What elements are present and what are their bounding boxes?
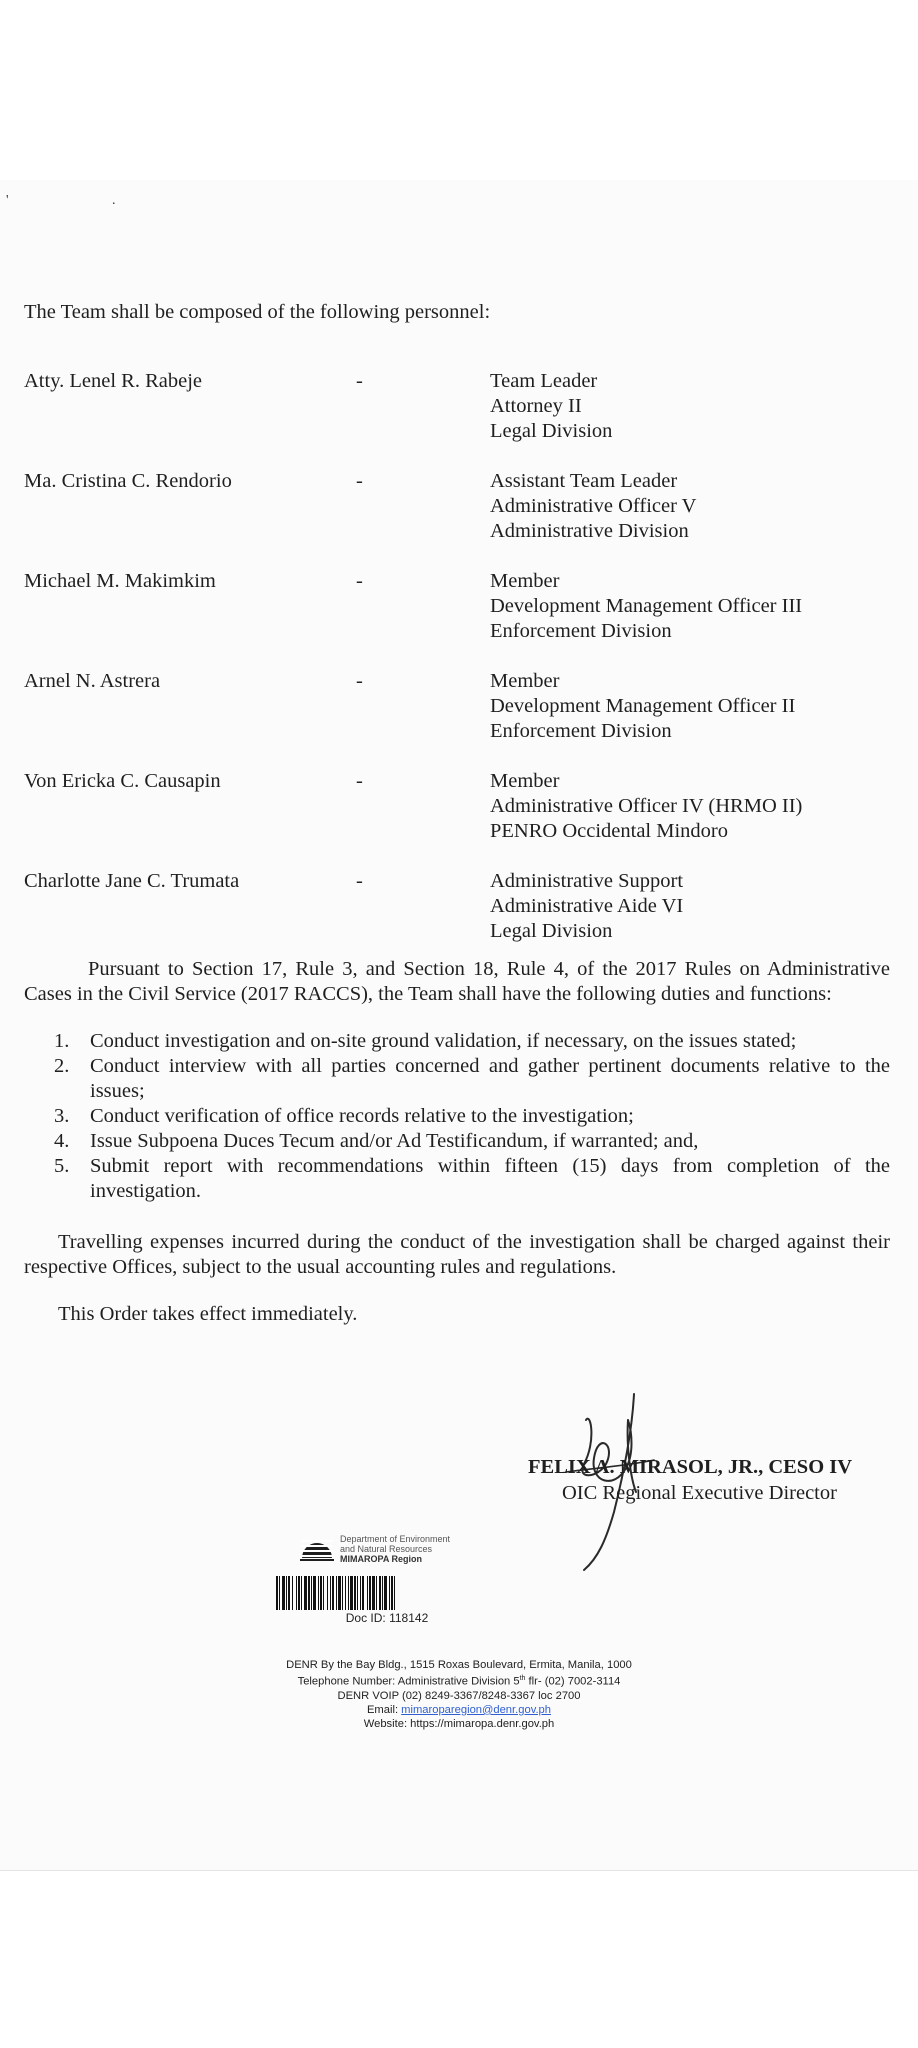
page-bottom-edge [0,1870,918,1871]
member-office: Administrative Division [490,520,689,542]
member-office: Enforcement Division [490,620,672,642]
member-position: Administrative Officer V [490,495,697,517]
signatory-title: OIC Regional Executive Director [562,1482,837,1504]
effect-paragraph: This Order takes effect immediately. [58,1303,358,1325]
duty-text: Conduct verification of office records relative to the investigation; [90,1105,634,1127]
member-office: Enforcement Division [490,720,672,742]
travel-paragraph: Travelling expenses incurred during the conduct of the investigation shall be charged against their respective Offices, subject to the usual accounting rules and regulations. [24,1231,890,1278]
member-row [24,669,890,769]
member-dash: - [356,370,363,392]
signature-block [528,1454,898,1506]
member-row [24,869,890,969]
footer-address: DENR By the Bay Bldg., 1515 Roxas Boulevard, Ermita, Manila, 1000 [286,1659,632,1671]
logo-region: MIMAROPA Region [340,1554,422,1564]
logo-line-1: Department of Environment [340,1534,451,1544]
member-role: Team Leader [490,370,598,392]
member-row [24,369,890,469]
duty-text: Conduct investigation and on-site ground validation, if necessary, on the issues stated; [90,1030,797,1052]
member-role: Member [490,670,560,692]
member-dash: - [356,670,363,692]
duty-number: 3. [54,1105,70,1127]
member-role: Assistant Team Leader [490,470,678,492]
member-position: Attorney II [490,395,582,417]
member-roles [490,869,683,944]
duty-number: 5. [54,1155,70,1177]
duty-number: 4. [54,1130,70,1152]
denr-emblem-icon [298,1532,336,1562]
member-role: Member [490,570,560,592]
email-link[interactable]: mimaroparegion@denr.gov.ph [401,1703,552,1716]
member-name: Atty. Lenel R. Rabeje [24,370,202,392]
member-dash: - [356,470,363,492]
member-roles [490,469,696,544]
footer-email: Email: mimaroparegion@denr.gov.ph [366,1703,552,1716]
personnel-list [24,369,890,969]
footer-telephone: Telephone Number: Administrative Division 5th flr- (02) 7002-3114 [297,1675,621,1688]
doc-id: Doc ID: 118142 [345,1611,429,1625]
member-role: Administrative Support [490,870,684,892]
member-position: Development Management Officer II [490,695,796,717]
member-roles [490,569,802,644]
pursuant-paragraph: Pursuant to Section 17, Rule 3, and Section 18, Rule 4, of the 2017 Rules on Administrative Cases in the Civil Service (2017 RACCS), the Team shall have the following duties and functions: [24,958,890,1005]
duties-list [54,1029,890,1204]
duty-item [54,1154,890,1204]
document-barcode [276,1576,498,1610]
order-body [24,300,890,1327]
member-dash: - [356,570,363,592]
logo-line-2: and Natural Resources [340,1544,433,1554]
footer-contact [200,1658,718,1731]
duty-text: Submit report with recommendations within fifteen (15) days from completion of the investigation. [90,1155,890,1202]
member-role: Member [490,770,560,792]
member-row [24,569,890,669]
member-row [24,769,890,869]
duty-text: Conduct interview with all parties concerned and gather pertinent documents relative to the issues; [90,1055,890,1102]
member-dash: - [356,870,363,892]
footer-voip: DENR VOIP (02) 8249-3367/8248-3367 loc 2700 [337,1689,581,1702]
duty-item [54,1129,890,1154]
footer-website: Website: https://mimaropa.denr.gov.ph [363,1717,555,1730]
member-name: Arnel N. Astrera [24,670,161,692]
duty-item [54,1029,890,1054]
member-row [24,469,890,569]
member-roles [490,369,612,444]
member-dash: - [356,770,363,792]
member-name: Ma. Cristina C. Rendorio [24,470,232,492]
member-position: Administrative Officer IV (HRMO II) [490,795,803,817]
member-name: Charlotte Jane C. Trumata [24,870,240,892]
duty-number: 1. [54,1030,70,1052]
member-office: PENRO Occidental Mindoro [490,820,728,842]
member-name: Von Ericka C. Causapin [24,770,221,792]
stray-marks: ' . [6,193,166,208]
logo-text [340,1534,450,1564]
member-position: Administrative Aide VI [490,895,684,917]
duty-text: Issue Subpoena Duces Tecum and/or Ad Testificandum, if warranted; and, [90,1130,699,1152]
duty-number: 2. [54,1055,70,1077]
member-roles [490,669,795,744]
signatory-name: FELIX A. MIRASOL, JR., CESO IV [528,1456,853,1478]
member-roles [490,769,802,844]
member-office: Legal Division [490,920,613,942]
duty-item [54,1104,890,1129]
member-office: Legal Division [490,420,613,442]
duty-item [54,1054,890,1104]
intro-sentence: The Team shall be composed of the following personnel: [24,301,491,323]
member-position: Development Management Officer III [490,595,803,617]
member-name: Michael M. Makimkim [24,570,216,592]
denr-logo [298,1528,508,1582]
